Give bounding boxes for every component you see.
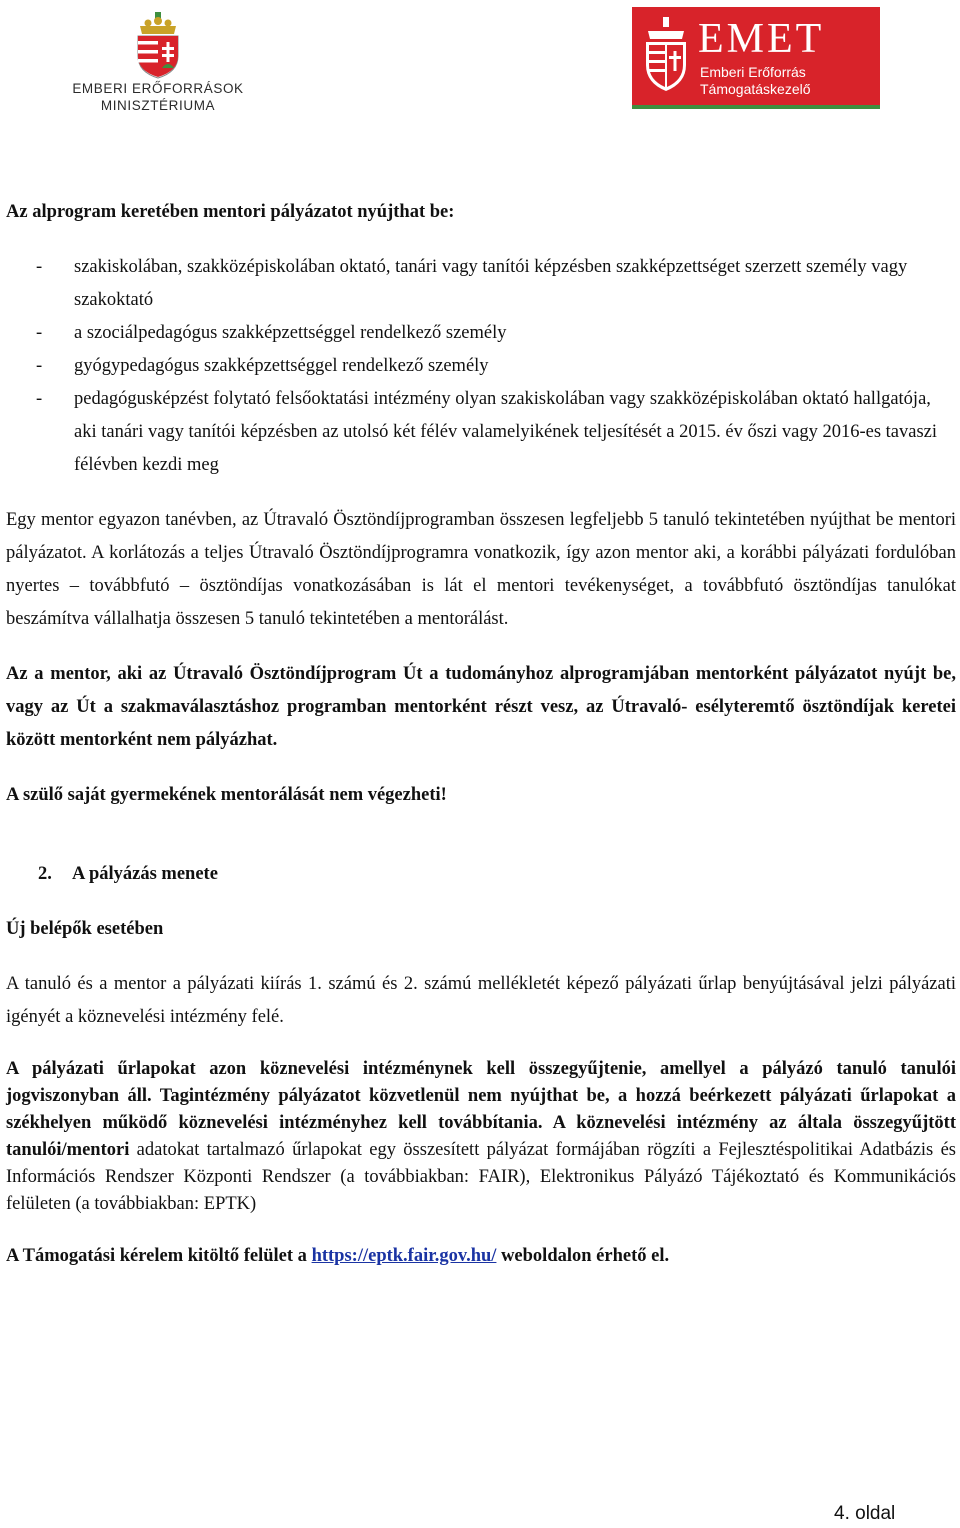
list-item-text: pedagógusképzést folytató felsőoktatási intézmény olyan szakiskolában vagy szakközépiskolában oktató hallgatója, aki tanári vagy tanítói képzésben az utolsó két félév valamelyikének teljesítését a 2015. év őszi vagy 2016-es tavaszi félévben kezdi meg <box>74 389 938 475</box>
list-item-text: gyógypedagógus szakképzettséggel rendelkező személy <box>74 356 489 376</box>
emet-subtitle <box>700 64 811 98</box>
mentor-limit-paragraph: Egy mentor egyazon tanévben, az Útravaló Ösztöndíjprogramban összesen legfeljebb 5 tanuló tekintetében nyújthat be mentori pályázatot. A korlátozás a teljes Útravaló Ösztöndíjprogramra vonatkozik, így azon mentor aki, a korábbi pályázati fordulóban nyertes – továbbfutó – ösztöndíjas vonatkozásában is lát el mentori tevékenységet, a továbbfutó ösztöndíjas tanulókat beszámítva vállalhatja összesen 5 tanuló tekintetében a mentorálást. <box>6 510 956 629</box>
emet-crest-icon <box>640 17 692 97</box>
portal-text-after: weboldalon érhető el. <box>496 1246 670 1266</box>
section-heading <box>6 858 956 891</box>
mentor-exclusion-paragraph: Az a mentor, aki az Útravaló Ösztöndíjprogram Út a tudományhoz alprogramjában mentorként pályázatot nyújt be, vagy az Út a szakmaválasztáshoz programban mentorként részt vesz, az Útravaló- esélyteremtő ösztöndíjak keretei között mentorként nem pályázhat. <box>6 664 956 750</box>
intro-heading: Az alprogram keretében mentori pályázatot nyújthat be: <box>6 202 455 222</box>
portal-paragraph <box>6 1240 956 1273</box>
list-item <box>6 350 956 383</box>
list-item-text: szakiskolában, szakközépiskolában oktató, tanári vagy tanítói képzésben szakképzettséget szerzett személy vagy szakoktató <box>74 257 908 310</box>
ministry-name-line1: EMBERI ERŐFORRÁSOK <box>72 81 244 96</box>
dash-bullet: - <box>36 389 43 409</box>
parent-rule-paragraph: A szülő saját gyermekének mentorálását nem végezheti! <box>6 785 447 805</box>
list-item <box>6 317 956 350</box>
portal-text-before: A Támogatási kérelem kitöltő felület a <box>6 1246 312 1266</box>
ministry-logo <box>72 10 244 114</box>
coat-of-arms-icon <box>128 10 188 80</box>
eligibility-list <box>6 251 956 482</box>
list-item-text: a szociálpedagógus szakképzettséggel rendelkező személy <box>74 323 507 343</box>
list-item <box>6 383 956 482</box>
collection-bold-text: A pályázati űrlapokat azon köznevelési intézménynek kell összegyűjtenie, amellyel a pályázó tanuló tanulói jogviszonyban áll. Tagintézmény pályázatot közvetlenül nem nyújthat be, a hozzá beérkezett pályázati űrlapokat a székhelyen működő köznevelési intézményhez kell továbbítania. A köznevelési intézmény az általa összegyűjtött tanulói/mentori <box>6 1059 956 1160</box>
emet-green-stripe <box>632 105 880 109</box>
document-body <box>6 196 956 1273</box>
dash-bullet: - <box>36 257 43 277</box>
subsection-heading: Új belépők esetében <box>6 919 164 939</box>
collection-normal-text: adatokat tartalmazó űrlapokat egy összesített pályázat formájában rögzíti a Fejlesztéspolitikai Adatbázis és Információs Rendszer Központi Rendszer (a továbbiakban: FAIR), Elektronikus Pályázó Tájékoztató és Kommunikációs felületen (a továbbiakban: EPTK) <box>6 1140 956 1214</box>
submission-paragraph: A tanuló és a mentor a pályázati kiírás 1. számú és 2. számú mellékletét képező pályázati űrlap benyújtásával jelzi pályázati igényét a köznevelési intézmény felé. <box>6 974 956 1027</box>
emet-title: EMET <box>698 16 825 62</box>
section-title: A pályázás menete <box>72 864 218 884</box>
section-number: 2. <box>38 864 52 884</box>
dash-bullet: - <box>36 356 43 376</box>
ministry-name-line2: MINISZTÉRIUMA <box>100 98 216 113</box>
dash-bullet: - <box>36 323 43 343</box>
list-item <box>6 251 956 317</box>
emet-subtitle-line2: Támogatáskezelő <box>700 81 811 97</box>
collection-paragraph <box>6 1056 956 1218</box>
eptk-link[interactable]: https://eptk.fair.gov.hu/ <box>311 1246 497 1266</box>
page-header <box>0 0 960 130</box>
emet-logo <box>632 7 880 109</box>
emet-subtitle-line1: Emberi Erőforrás <box>700 64 806 80</box>
page-number: 4. oldal <box>834 1503 896 1524</box>
